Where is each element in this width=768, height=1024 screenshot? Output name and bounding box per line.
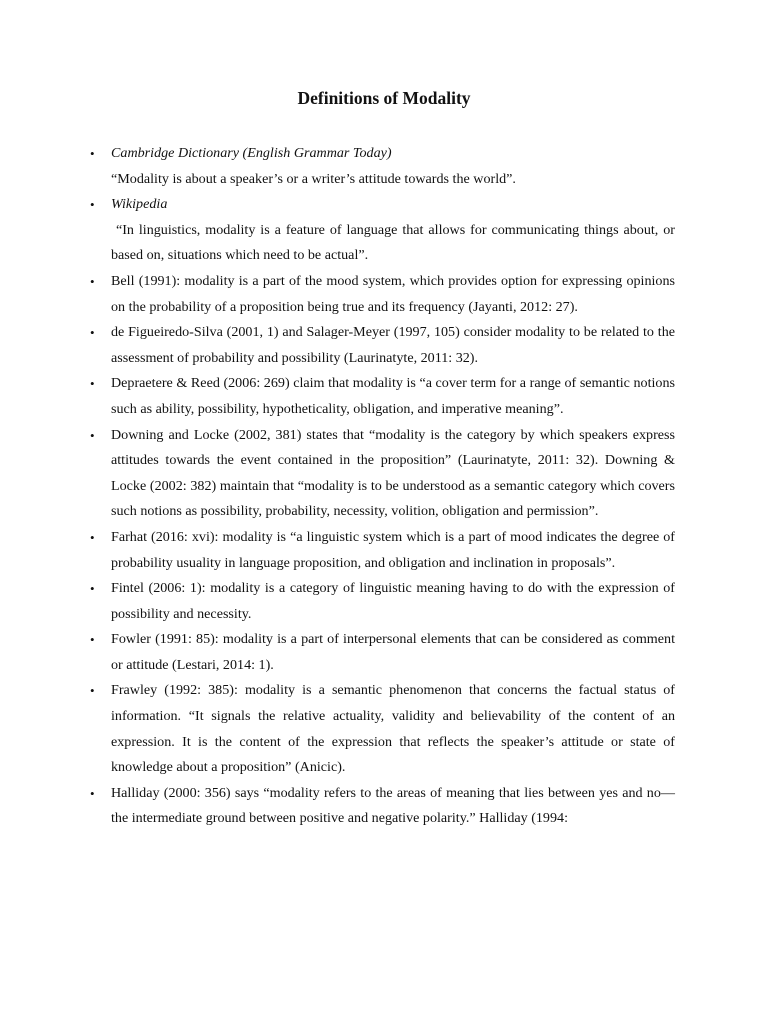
definition-text: de Figueiredo-Silva (2001, 1) and Salager-Meyer (1997, 105) consider modality to be related to the assessment of probability and possibility (Laurinatyte, 2011: 32). <box>111 324 675 366</box>
bullet-icon: • <box>90 325 95 341</box>
bullet-icon: • <box>90 581 95 597</box>
source-name: Wikipedia <box>111 196 168 213</box>
list-item-frawley <box>90 678 675 780</box>
definition-text: Depraetere & Reed (2006: 269) claim that modality is “a cover term for a range of semantic notions such as ability, possibility, hypotheticality, obligation, and imperative meaning”. <box>111 375 675 417</box>
list-item-de-figueiredo-silva <box>90 320 675 371</box>
bullet-icon: • <box>90 427 95 443</box>
bullet-icon: • <box>90 632 95 648</box>
definition-text: Farhat (2016: xvi): modality is “a linguistic system which is a part of mood indicates the degree of probability usuality in language proposition, and obligation and inclination in proposals”. <box>111 528 675 571</box>
page-title: Definitions of Modality <box>297 88 471 108</box>
list-item-halliday <box>90 781 675 832</box>
bullet-icon: • <box>90 683 95 699</box>
bullet-icon: • <box>90 197 95 213</box>
definition-text: Downing and Locke (2002, 381) states that “modality is the category by which speakers express attitudes towards the event contained in the proposition” (Laurinatyte, 2011: 32). Downing & Locke (2002: 382) maintain that “modality is to be understood as a semantic category which covers such notions as possibility, probability, necessity, volition, obligation and permission”. <box>111 426 675 520</box>
definition-text: Fowler (1991: 85): modality is a part of interpersonal elements that can be considered as comment or attitude (Lestari, 2014: 1). <box>111 631 675 673</box>
list-item-wikipedia <box>90 192 679 269</box>
bullet-icon: • <box>90 273 95 289</box>
list-item-fintel <box>90 576 675 627</box>
list-item-downing-locke <box>90 423 675 525</box>
list-item-fowler <box>90 627 675 678</box>
bullet-icon: • <box>90 376 95 392</box>
definition-text: “Modality is about a speaker’s or a writer’s attitude towards the world”. <box>111 170 516 187</box>
bullet-icon: • <box>90 785 95 801</box>
definitions-list <box>90 141 679 832</box>
list-item-farhat <box>90 525 675 576</box>
list-item-bell <box>90 269 675 320</box>
bullet-icon: • <box>90 529 95 545</box>
definition-text: Frawley (1992: 385): modality is a semantic phenomenon that concerns the factual status of information. “It signals the relative actuality, validity and believability of the content of an expression. It is the content of the expression that reflects the speaker’s attitude or state of knowledge about a proposition” (Anicic). <box>111 682 675 776</box>
definition-text: “In linguistics, modality is a feature of language that allows for communicating things about, or based on, situations which need to be actual”. <box>111 221 679 264</box>
definition-text: Bell (1991): modality is a part of the mood system, which provides option for expressing opinions on the probability of a proposition being true and its frequency (Jayanti, 2012: 27). <box>111 272 675 315</box>
definition-text: Halliday (2000: 356) says “modality refers to the areas of meaning that lies between yes and no—the intermediate ground between positive and negative polarity.” Halliday (1994: <box>111 784 675 827</box>
list-item-depraetere-reed <box>90 371 675 422</box>
definition-text: Fintel (2006: 1): modality is a category of linguistic meaning having to do with the expression of possibility and necessity. <box>111 580 675 622</box>
bullet-icon: • <box>90 146 95 161</box>
list-item-cambridge <box>90 141 675 192</box>
source-name: Cambridge Dictionary (English Grammar Today) <box>111 145 392 161</box>
